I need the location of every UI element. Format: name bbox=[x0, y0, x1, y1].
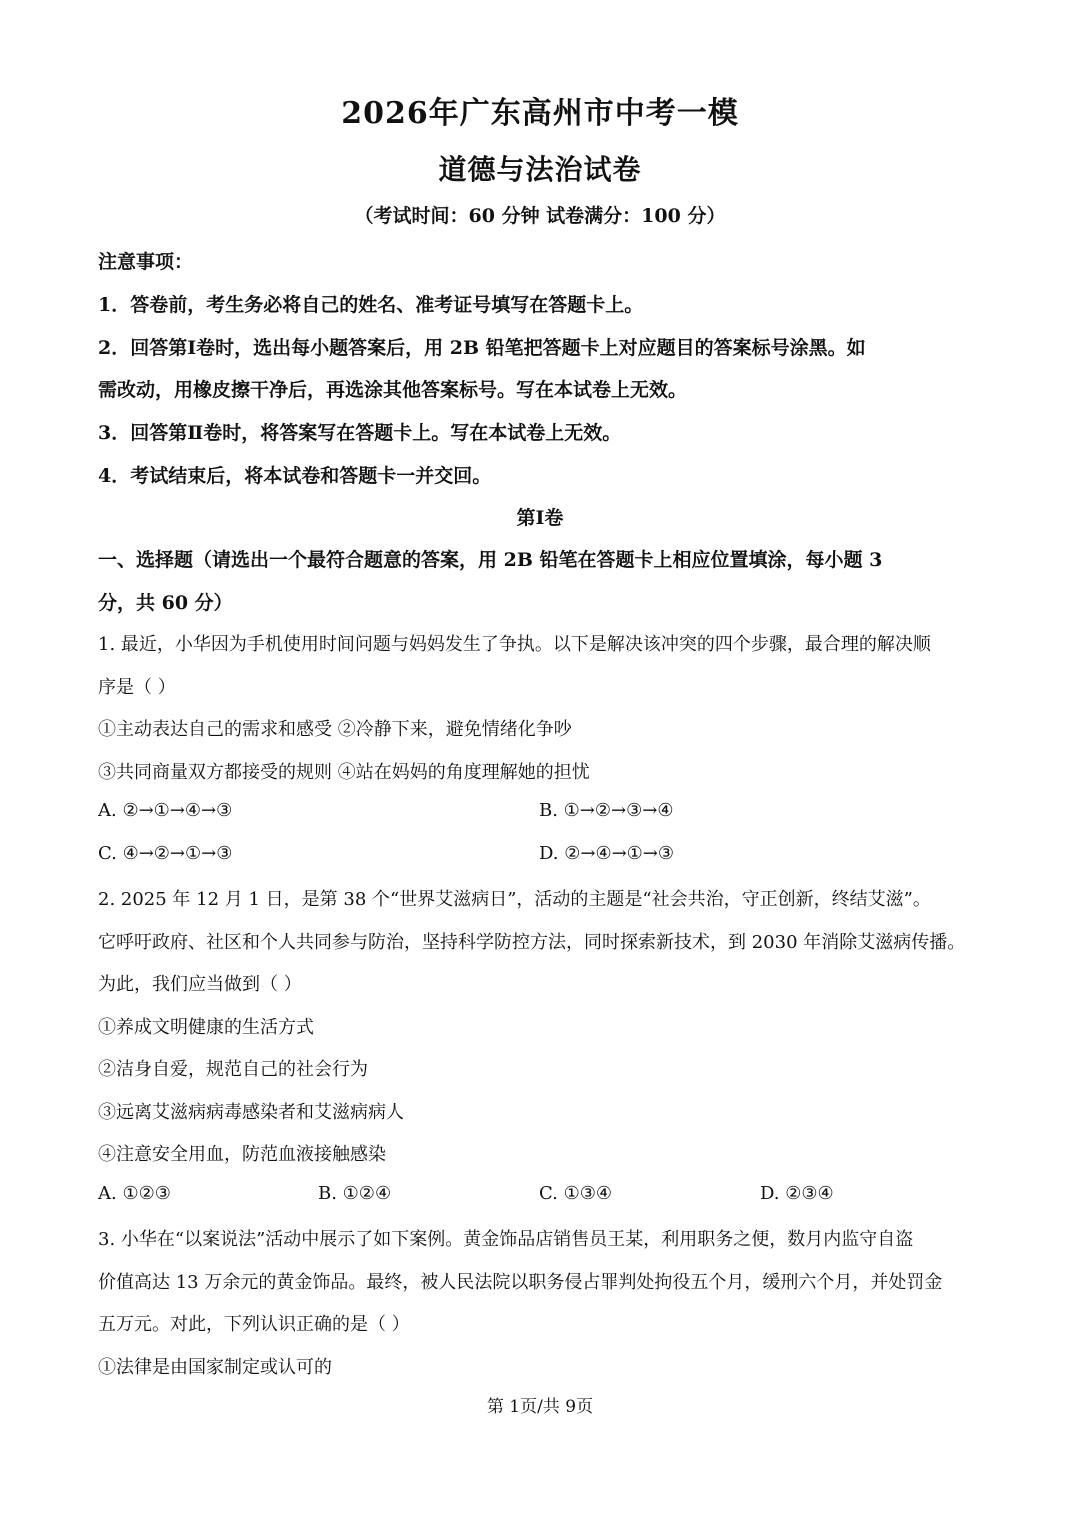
question-2-statement: ③远离艾滋病病毒感染者和艾滋病病人 bbox=[98, 1102, 404, 1123]
notice-item: 1．答卷前，考生务必将自己的姓名、准考证号填写在答题卡上。 bbox=[98, 294, 644, 316]
volume-heading: 第Ⅰ卷 bbox=[516, 507, 564, 529]
question-3-stem-cont: 价值高达 13 万余元的黄金饰品。最终，被人民法院以职务侵占罪判处拘役五个月，缓刑六个月，并处罚金 bbox=[98, 1272, 943, 1293]
question-2-option-b: B. ①②④ bbox=[318, 1183, 392, 1204]
question-1-statements: ③共同商量双方都接受的规则 ④站在妈妈的角度理解她的担忧 bbox=[98, 762, 590, 783]
notice-item: 需改动，用橡皮擦干净后，再选涂其他答案标号。写在本试卷上无效。 bbox=[98, 379, 688, 401]
question-1-option-c: C. ④→②→①→③ bbox=[98, 843, 233, 864]
exam-title: 2026年广东高州市中考一模 bbox=[341, 96, 739, 131]
notice-item: 4．考试结束后，将本试卷和答题卡一并交回。 bbox=[98, 465, 492, 487]
exam-meta: （考试时间：60 分钟 试卷满分：100 分） bbox=[354, 205, 726, 227]
page-number: 第 1页/共 9页 bbox=[486, 1397, 594, 1417]
question-1-option-b: B. ①→②→③→④ bbox=[539, 800, 674, 821]
question-2-option-c: C. ①③④ bbox=[539, 1183, 612, 1204]
notice-item: 3．回答第Ⅱ卷时，将答案写在答题卡上。写在本试卷上无效。 bbox=[98, 422, 622, 444]
question-2-statement: ②洁身自爱，规范自己的社会行为 bbox=[98, 1059, 368, 1080]
question-3-stem-cont: 五万元。对此，下列认识正确的是（ ） bbox=[98, 1314, 410, 1335]
question-2-statement: ④注意安全用血，防范血液接触感染 bbox=[98, 1144, 386, 1165]
question-3-stem: 3. 小华在“以案说法”活动中展示了如下案例。黄金饰品店销售员王某，利用职务之便，数月内监守自盗 bbox=[98, 1229, 914, 1250]
question-1-option-a: A. ②→①→④→③ bbox=[98, 800, 233, 821]
question-2-option-d: D. ②③④ bbox=[760, 1183, 834, 1204]
notice-item: 2．回答第Ⅰ卷时，选出每小题答案后，用 2B 铅笔把答题卡上对应题目的答案标号涂黑。如 bbox=[98, 337, 866, 359]
section-heading: 一、选择题（请选出一个最符合题意的答案，用 2B 铅笔在答题卡上相应位置填涂，每小题 3 bbox=[98, 549, 883, 571]
question-2-stem-cont: 为此，我们应当做到（ ） bbox=[98, 974, 302, 995]
question-2-stem: 2. 2025 年 12 月 1 日，是第 38 个“世界艾滋病日”，活动的主题是“社会共治，守正创新，终结艾滋”。 bbox=[98, 889, 931, 910]
question-1-stem: 1. 最近，小华因为手机使用时间问题与妈妈发生了争执。以下是解决该冲突的四个步骤，最合理的解决顺 bbox=[98, 634, 931, 655]
notice-heading: 注意事项： bbox=[98, 251, 194, 273]
section-heading-cont: 分，共 60 分） bbox=[98, 592, 233, 614]
question-2-stem-cont: 它呼吁政府、社区和个人共同参与防治，坚持科学防控方法，同时探索新技术，到 2030 年消除艾滋病传播。 bbox=[98, 932, 966, 953]
question-1-stem-cont: 序是（ ） bbox=[98, 677, 176, 698]
exam-subject: 道德与法治试卷 bbox=[438, 153, 642, 186]
question-3-statement: ①法律是由国家制定或认可的 bbox=[98, 1357, 332, 1378]
question-1-option-d: D. ②→④→①→③ bbox=[539, 843, 675, 864]
question-2-option-a: A. ①②③ bbox=[98, 1183, 171, 1204]
question-2-statement: ①养成文明健康的生活方式 bbox=[98, 1017, 314, 1038]
question-1-statements: ①主动表达自己的需求和感受 ②冷静下来，避免情绪化争吵 bbox=[98, 719, 572, 740]
